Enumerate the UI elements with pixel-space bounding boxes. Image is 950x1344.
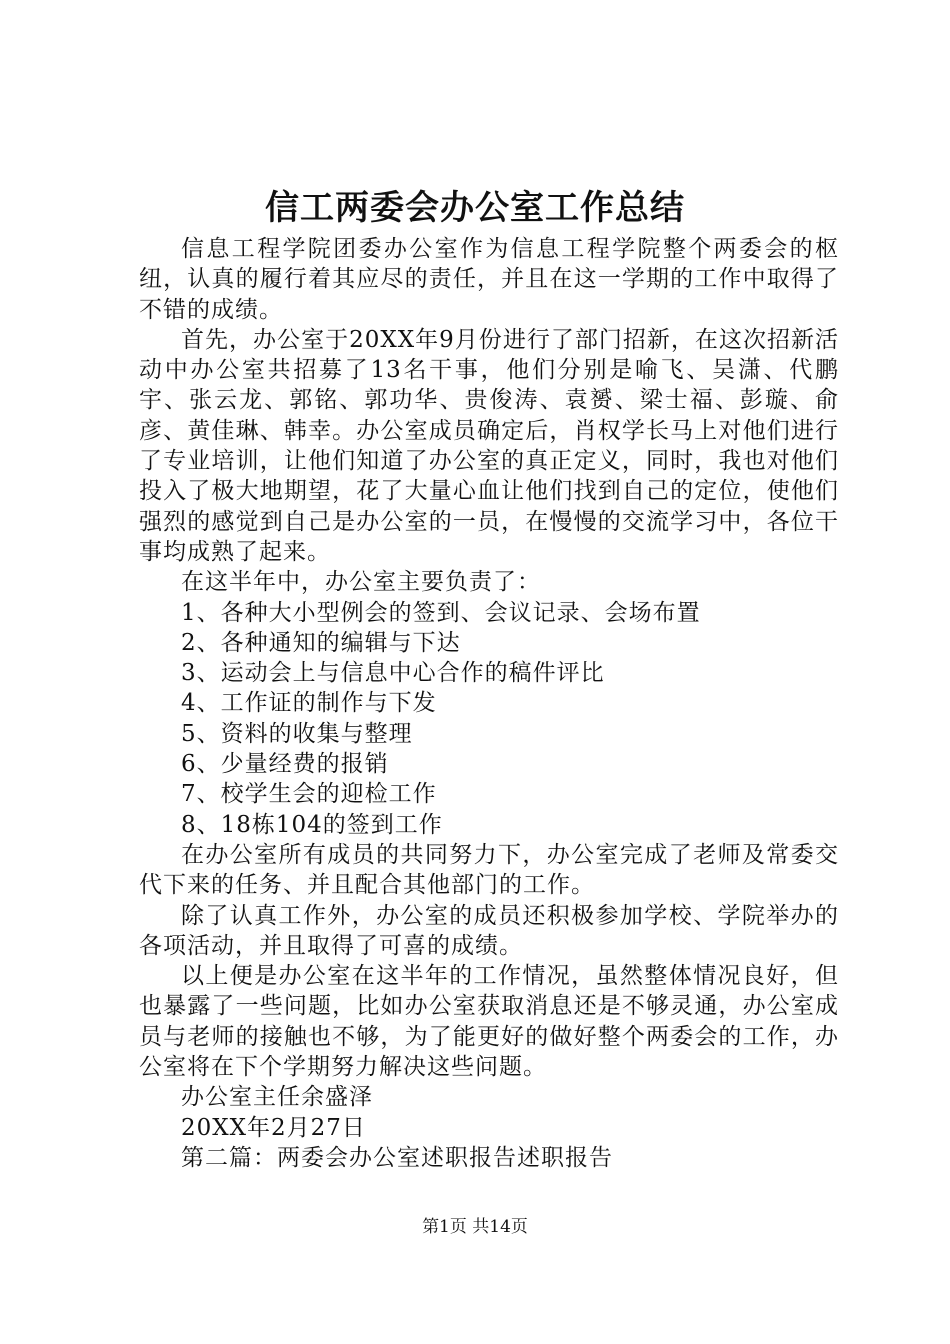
list-item: 6、少量经费的报销 bbox=[181, 751, 389, 778]
list-item: 1、各种大小型例会的签到、会议记录、会场布置 bbox=[181, 599, 701, 626]
paragraph-activities: 除了认真工作外，办公室的成员还积极参加学校、学院举办的各项活动，并且取得了可喜的成绩。 bbox=[139, 902, 839, 959]
next-section-heading: 第二篇：两委会办公室述职报告述职报告 bbox=[181, 1144, 613, 1171]
list-item: 7、校学生会的迎检工作 bbox=[181, 781, 437, 808]
document-title: 信工两委会办公室工作总结 bbox=[265, 188, 685, 228]
page-number-footer: 第1页 共14页 bbox=[422, 1217, 528, 1237]
list-item: 4、工作证的制作与下发 bbox=[181, 690, 437, 717]
document-body bbox=[139, 234, 839, 1173]
paragraph-intro: 信息工程学院团委办公室作为信息工程学院整个两委会的枢纽，认真的履行着其应尽的责任，并且在这一学期的工作中取得了不错的成绩。 bbox=[139, 236, 839, 323]
paragraph-recruitment: 首先，办公室于20XX年9月份进行了部门招新，在这次招新活动中办公室共招募了13名干事，他们分别是喻飞、吴潇、代鹏宇、张云龙、郭铭、郭功华、贵俊涛、袁赟、梁士福、彭璇、俞彦、黄佳琳、韩幸。办公室成员确定后，肖权学长马上对他们进行了专业培训，让他们知道了办公室的真正定义，同时，我也对他们投入了极大地期望，花了大量心血让他们找到自己的定位，使他们强烈的感觉到自己是办公室的一员，在慢慢的交流学习中，各位干事均成熟了起来。 bbox=[139, 326, 839, 565]
list-item: 2、各种通知的编辑与下达 bbox=[181, 629, 461, 656]
paragraph-tasks-completed: 在办公室所有成员的共同努力下，办公室完成了老师及常委交代下来的任务、并且配合其他部门的工作。 bbox=[139, 841, 839, 899]
date: 20XX年2月27日 bbox=[181, 1114, 366, 1141]
signature: 办公室主任余盛泽 bbox=[181, 1084, 373, 1111]
list-item: 8、18栋104的签到工作 bbox=[181, 811, 443, 838]
paragraph-summary: 以上便是办公室在这半年的工作情况，虽然整体情况良好，但也暴露了一些问题，比如办公室获取消息还是不够灵通，办公室成员与老师的接触也不够，为了能更好的做好整个两委会的工作，办公室将在下个学期努力解决这些问题。 bbox=[139, 963, 839, 1081]
list-intro: 在这半年中，办公室主要负责了： bbox=[181, 569, 541, 596]
list-item: 3、运动会上与信息中心合作的稿件评比 bbox=[181, 660, 605, 687]
list-item: 5、资料的收集与整理 bbox=[181, 720, 413, 747]
